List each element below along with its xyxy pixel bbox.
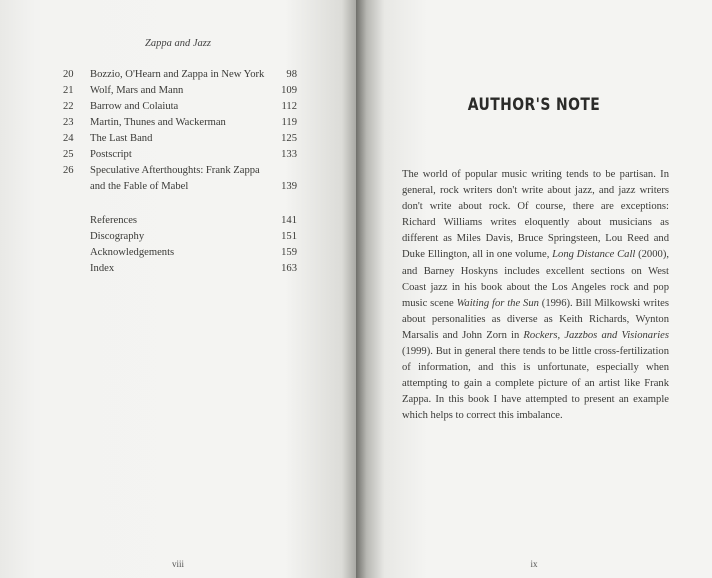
- book-title: Waiting for the Sun: [456, 297, 539, 309]
- chapter-number: 25: [63, 149, 74, 160]
- chapter-title: Martin, Thunes and Wackerman: [90, 117, 226, 128]
- book-title: Long Distance Call: [552, 249, 636, 261]
- section-title: Discography: [90, 231, 145, 242]
- text-run: (1996). Bill Milkowski writes about personalities as diverse as Keith Richards, Wynton Marsalis and John Zorn in: [402, 297, 669, 341]
- toc-entry: [63, 213, 297, 229]
- page-number: 139: [281, 181, 297, 192]
- page-number: 163: [281, 263, 297, 274]
- toc-entry: [63, 245, 297, 261]
- section-heading: AUTHOR'S NOTE: [467, 95, 601, 115]
- chapter-title: Wolf, Mars and Mann: [90, 85, 184, 96]
- page-folio: viii: [171, 559, 184, 569]
- toc-entry: [63, 147, 297, 163]
- chapter-number: 21: [63, 85, 74, 96]
- toc-entry: [63, 115, 297, 131]
- chapter-title: Barrow and Colaiuta: [90, 101, 179, 112]
- right-page: [356, 0, 712, 578]
- toc-entry: [63, 83, 297, 99]
- page-number: 151: [281, 231, 297, 242]
- chapter-title: Bozzio, O'Hearn and Zappa in New York: [90, 69, 265, 80]
- toc-entry: [63, 229, 297, 245]
- chapter-title: The Last Band: [90, 133, 153, 144]
- chapter-number: 26: [63, 165, 74, 176]
- text-run: (1999). But in general there tends to be little cross-fertilization of information, and this is unfortunate, especially when attempting to gain a complete picture of an artist like Frank Zappa. In this book I have attempted to present an example which helps to correct this imbalance.: [402, 346, 669, 422]
- chapter-title: Postscript: [90, 149, 132, 160]
- page-number: 133: [281, 149, 297, 160]
- chapter-title: Speculative Afterthoughts: Frank Zappa and the Fable of Mabel: [90, 165, 260, 192]
- page-folio: ix: [530, 559, 538, 569]
- chapter-number: 20: [63, 69, 74, 80]
- section-title: Acknowledgements: [90, 247, 175, 258]
- body-paragraph: [402, 167, 669, 425]
- page-number: 141: [281, 215, 297, 226]
- toc-entry: [63, 67, 297, 83]
- section-title: Index: [90, 263, 115, 274]
- book-title: Rockers, Jazzbos and Visionaries: [523, 329, 669, 341]
- chapter-number: 23: [63, 117, 74, 128]
- toc-spacer: [63, 195, 297, 213]
- table-of-contents: [63, 67, 297, 277]
- page-number: 159: [281, 247, 297, 258]
- chapter-number: 22: [63, 101, 74, 112]
- page-number: 125: [281, 133, 297, 144]
- page-number: 112: [281, 101, 297, 112]
- toc-entry: [63, 131, 297, 147]
- toc-entry: [63, 261, 297, 277]
- toc-entry: [63, 163, 297, 195]
- toc-entry: [63, 99, 297, 115]
- page-number: 119: [281, 117, 297, 128]
- text-run: (2000), and Barney Hoskyns includes excellent sections on West Coast jazz in his book about the Los Angeles rock and pop music scene: [402, 249, 669, 309]
- page-number: 109: [281, 85, 297, 96]
- running-head: Zappa and Jazz: [145, 38, 211, 49]
- text-run: The world of popular music writing tends to be partisan. In general, rock writers don't write about jazz, and jazz writers don't write about rock. Of course, there are exceptions: Richard Williams writes eloquently about musicians as different as Miles Davis, Bruce Springsteen, Lou Reed and Duke Ellington, all in one volume,: [402, 169, 669, 261]
- page-number: 98: [286, 69, 297, 80]
- section-title: References: [90, 215, 138, 226]
- chapter-number: 24: [63, 133, 74, 144]
